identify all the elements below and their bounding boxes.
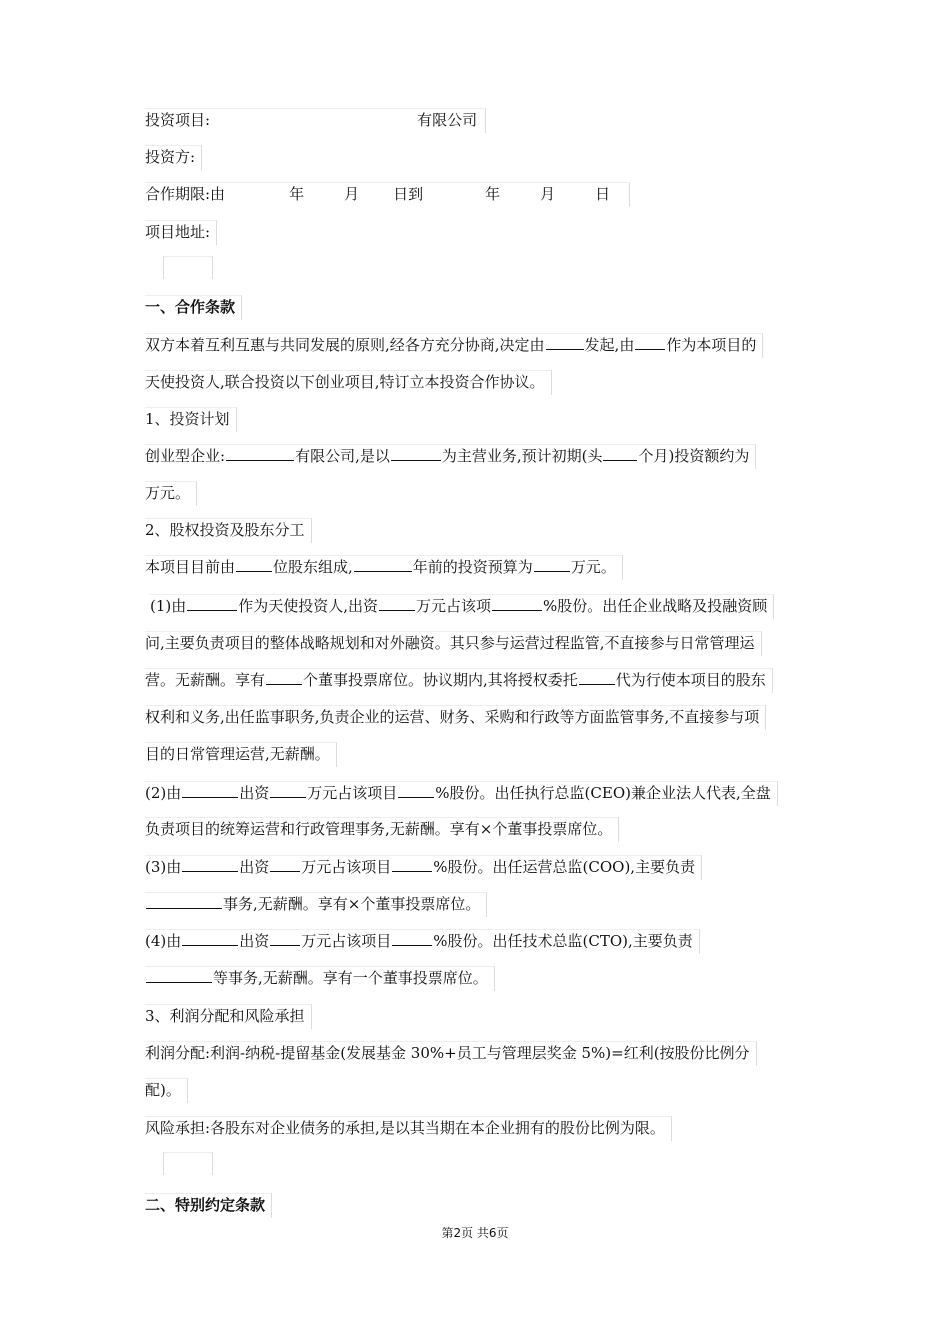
party2-line-2 [145,817,619,842]
blank-field [270,931,300,946]
subsection-3-text: 3、利润分配和风险承担 [145,1007,305,1025]
party4-line-1 [145,929,700,954]
blank-field [546,335,584,350]
blank-marker [163,1152,213,1175]
blank-field [187,596,237,611]
term-day-2: 日 [595,185,611,203]
intro-line-1 [145,333,763,358]
party1-line-5 [145,742,337,767]
shares-text-a: 本项目目前由 [145,558,236,576]
party3-text-a: (3)由 [145,858,182,876]
profit-text-1: 利润分配:利润-纳税-提留基金(发展基金 30%+员工与管理层奖金 5%)=红利(按股份比例分 [145,1044,750,1062]
address-line [145,220,217,245]
project-line [145,108,486,133]
subsection-1-text: 1、投资计划 [145,410,230,428]
plan-text-a: 创业型企业: [145,447,226,465]
party1-text-b: 作为天使投资人,出资 [238,597,379,615]
party3-text-2: 事务,无薪酬。享有×个董事投票席位。 [223,895,481,913]
blank-field [579,670,615,685]
blank-field [492,596,542,611]
party3-text-b: 出资 [239,858,270,876]
party3-text-d: %股份。出任运营总监(COO),主要负责 [433,858,696,876]
page-number: 第2页 共6页 [441,1226,509,1240]
party2-text-a: (2)由 [145,784,182,802]
section2-title [145,1193,272,1218]
blank-field [270,783,306,798]
party1-text-4: 权利和义务,出任监事职务,负责企业的运营、财务、采购和行政等方面监管事务,不直接参与项 [145,708,760,726]
investor-line [145,145,202,170]
blank-field [146,968,212,983]
blank-field [354,557,412,572]
profit-text-2: 配)。 [145,1081,181,1099]
blank-field [392,931,432,946]
subsection-1-title [145,407,237,432]
term-year-2: 年 [485,185,501,203]
blank-field [635,335,665,350]
term-label: 合作期限:由 [145,185,226,203]
party3-text-c: 万元占该项目 [301,858,392,876]
blank-marker [163,256,213,279]
party2-text-2: 负责项目的统筹运营和行政管理事务,无薪酬。享有×个董事投票席位。 [145,820,613,838]
plan-line-1 [145,444,756,469]
blank-field [379,596,415,611]
section1-title [145,295,242,320]
blank-field [270,857,300,872]
party1-text-3c: 代为行使本项目的股东 [615,671,766,689]
party2-text-d: %股份。出任执行总监(CEO)兼企业法人代表,全盘 [435,784,771,802]
party3-line-1 [145,855,702,880]
blank-field [182,931,238,946]
party3-line-2 [145,892,487,917]
risk-line [145,1116,672,1141]
investor-label: 投资方: [145,148,196,166]
section1-title-text: 一、合作条款 [145,298,236,316]
term-month-2: 月 [540,185,556,203]
party4-line-2 [145,966,495,991]
party1-line-2 [145,631,762,656]
risk-text: 风险承担:各股东对企业债务的承担,是以其当期在本企业拥有的股份比例为限。 [145,1119,665,1137]
profit-line-2 [145,1078,188,1103]
address-label: 项目地址: [145,223,211,241]
intro-line-2 [145,370,552,395]
party2-line-1 [145,781,778,806]
party4-text-b: 出资 [239,932,270,950]
shares-text-c: 年前的投资预算为 [412,558,533,576]
blank-field [534,557,570,572]
plan-text-d: 个月)投资额约为 [638,447,750,465]
plan-line-2 [145,481,197,506]
party2-text-c: 万元占该项目 [307,784,398,802]
party1-text-2: 问,主要负责项目的整体战略规划和对外融资。其只参与运营过程监管,不直接参与日常管理运 [145,634,755,652]
party1-text-a: (1)由 [150,597,187,615]
shares-line [145,555,623,580]
plan-text-e: 万元。 [145,484,191,502]
intro-text-b: 发起,由 [584,336,635,354]
party1-text-5: 目的日常管理运营,无薪酬。 [145,745,330,763]
shares-text-b: 位股东组成, [273,558,353,576]
party4-text-c: 万元占该项目 [301,932,392,950]
party1-text-c: 万元占该项 [416,597,492,615]
blank-field [146,894,222,909]
term-year-1: 年 [289,185,305,203]
party1-line-4 [145,705,766,730]
party4-text-a: (4)由 [145,932,182,950]
blank-field [392,857,432,872]
project-suffix: 有限公司 [417,111,478,129]
party1-line-3 [145,668,773,693]
blank-field [226,446,294,461]
party1-line-1 [150,594,774,619]
blank-field [391,446,441,461]
blank-field [603,446,637,461]
intro-text-a: 双方本着互利互惠与共同发展的原则,经各方充分协商,决定由 [145,336,545,354]
subsection-3-title [145,1004,312,1029]
party1-text-d: %股份。出任企业战略及投融资顾 [543,597,768,615]
blank-field [266,670,302,685]
blank-field [398,783,434,798]
party1-text-3a: 营。无薪酬。享有 [145,671,266,689]
intro-text-2: 天使投资人,联合投资以下创业项目,特订立本投资合作协议。 [145,373,545,391]
term-line [145,182,630,207]
term-month-1: 月 [344,185,360,203]
blank-field [182,783,238,798]
plan-text-b: 有限公司,是以 [295,447,390,465]
term-day-to: 日到 [393,185,424,203]
subsection-2-title [145,518,312,543]
page-footer [0,1224,950,1241]
shares-text-d: 万元。 [570,558,616,576]
intro-text-c: 作为本项目的 [666,336,757,354]
party1-text-3b: 个董事投票席位。协议期内,其将授权委托 [303,671,578,689]
project-label: 投资项目: [145,111,211,129]
subsection-2-text: 2、股权投资及股东分工 [145,521,305,539]
plan-text-c: 为主营业务,预计初期(头 [441,447,603,465]
profit-line-1 [145,1041,757,1066]
party4-text-d: %股份。出任技术总监(CTO),主要负责 [433,932,693,950]
section2-title-text: 二、特别约定条款 [145,1196,266,1214]
blank-field [236,557,272,572]
party2-text-b: 出资 [239,784,270,802]
blank-field [182,857,238,872]
party4-text-2: 等事务,无薪酬。享有一个董事投票席位。 [213,969,488,987]
